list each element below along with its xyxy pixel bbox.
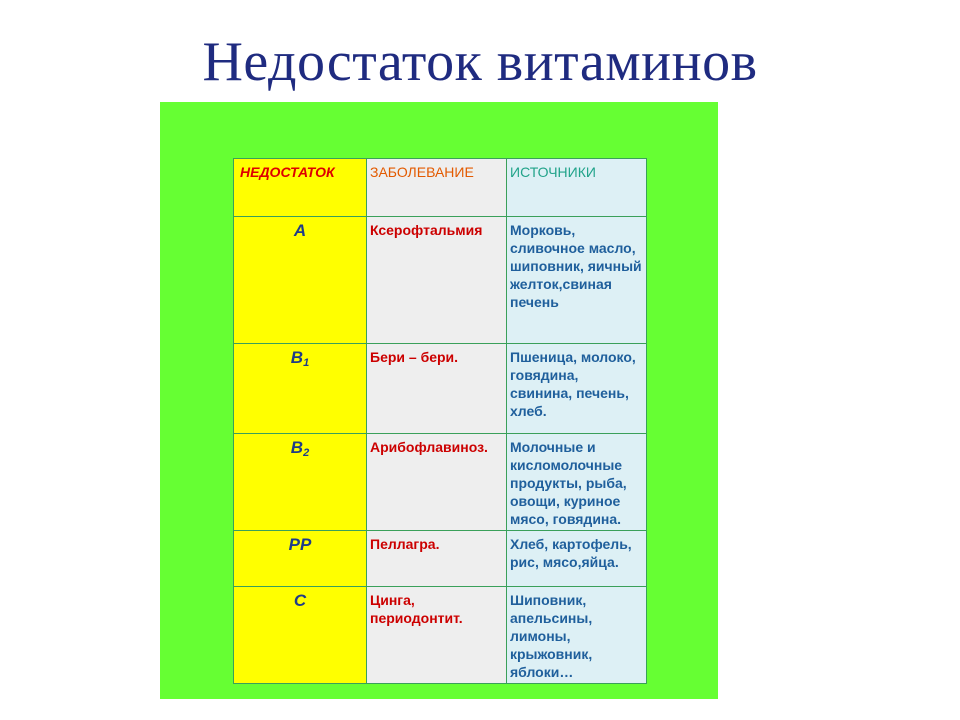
vitamin-cell [234,344,367,434]
vitamin-name: $В_2$ [290,438,310,459]
page-title: Недостаток витаминов [202,31,758,93]
disease-cell: Цинга, периодонтит. [367,587,507,684]
sources-cell: Молочные и кисломолочные продукты, рыба, овощи, куриное мясо, говядина. [507,434,647,531]
vitamin-table [233,158,647,684]
sources-cell: Морковь, сливочное масло, шиповник, яичный желток,свиная печень [507,217,647,344]
disease-cell: Ксерофтальмия [367,217,507,344]
vitamin-name: С [293,591,307,610]
sources-cell: Хлеб, картофель, рис, мясо,яйца. [507,531,647,587]
vitamin-cell [234,531,367,587]
table-header-row [234,159,647,217]
sources-cell: Пшеница, молоко, говядина, свинина, печень, хлеб. [507,344,647,434]
header-sources: ИСТОЧНИКИ [507,159,647,217]
disease-cell: Пеллагра. [367,531,507,587]
vitamin-name: А [293,221,307,240]
vitamin-cell [234,217,367,344]
sources-cell: Шиповник, апельсины, лимоны, крыжовник, яблоки… [507,587,647,684]
vitamin-name: РР [288,535,312,554]
vitamin-cell [234,587,367,684]
disease-cell: Бери – бери. [367,344,507,434]
table-row [234,344,647,434]
vitamin-cell [234,434,367,531]
table-row [234,531,647,587]
table-row [234,587,647,684]
table-row [234,217,647,344]
header-deficiency: НЕДОСТАТОК [234,159,367,217]
header-disease: ЗАБОЛЕВАНИЕ [367,159,507,217]
vitamin-name: $В_1$ [290,348,310,369]
disease-cell: Арибофлавиноз. [367,434,507,531]
table-row [234,434,647,531]
